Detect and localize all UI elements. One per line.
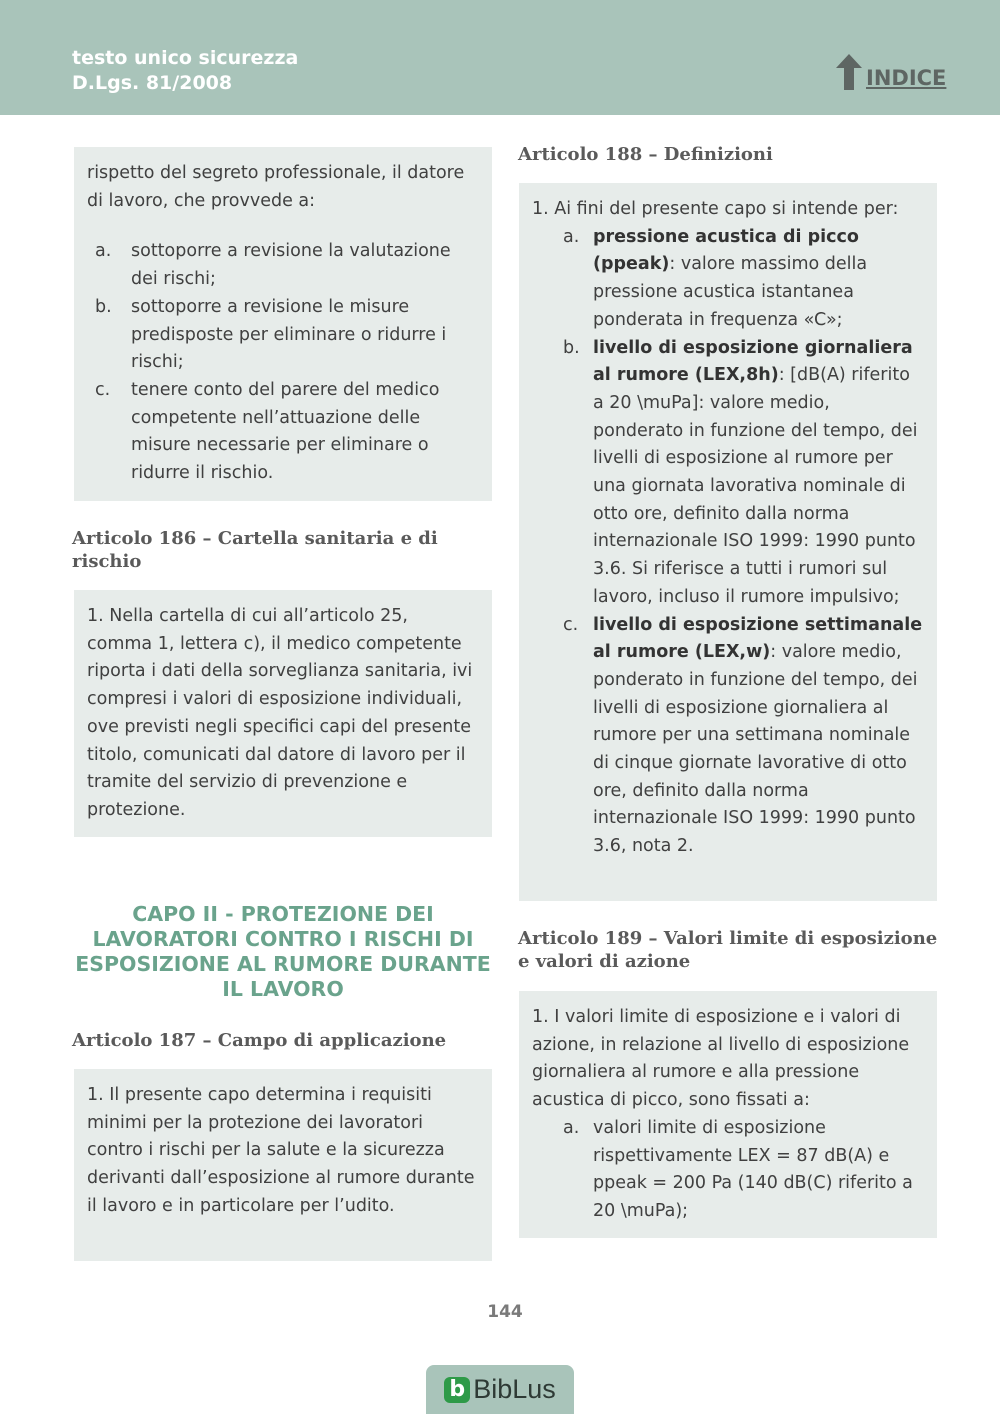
title-line-2: D.Lgs. 81/2008 — [72, 72, 233, 94]
list-item: c. tenere conto del parere del medico competente nell’attuazione delle misure necessarie per eliminare o ridurre il rischio. — [95, 379, 440, 484]
definition-term: livello di esposizione settimanale al rumore (LEX,w) — [593, 614, 923, 663]
list-item: a. pressione acustica di picco (ppeak): valore massimo della pressione acustica istantanea ponderata in frequenza «C»; — [563, 226, 868, 330]
arrow-up-icon — [836, 54, 862, 90]
article-189-box — [519, 991, 937, 1238]
limits-list — [532, 1115, 923, 1226]
article-189-intro: 1. I valori limite di esposizione e i valori di azione, in relazione al livello di esposizione giornaliera al rumore e alla pressione acustica di picco, sono fissati a: — [532, 1007, 910, 1111]
article-186-box — [74, 590, 492, 837]
list — [87, 238, 478, 487]
indice-link[interactable] — [836, 54, 946, 90]
logo-text: BibLus — [473, 1374, 556, 1404]
article-188-intro: 1. Ai fini del presente capo si intende per: — [532, 199, 899, 219]
list-item: b. livello di esposizione giornaliera al rumore (LEX,8h): [dB(A) riferito a 20 \muPa]: valore medio, ponderato in funzione del tempo, dei livelli di esposizione al rumore per una giornata lavorativa nominale di otto ore, definito dalla norma internazionale ISO 1999: 1990 punto 3.6. Si riferisce a tutti i rumori sul lavoro, incluso il rumore impulsivo; — [563, 337, 918, 607]
page-number: 144 — [487, 1302, 523, 1322]
article-187-heading: Articolo 187 – Campo di applicazione — [72, 1030, 447, 1051]
list-item: b. sottoporre a revisione le misure predisposte per eliminare o ridurre i rischi; — [95, 296, 447, 373]
logo-mark: b — [444, 1377, 470, 1403]
list-item: c. livello di esposizione settimanale al rumore (LEX,w): valore medio, ponderato in funzione del tempo, dei livelli di esposizione giornaliera al rumore per una settimana nominale di cinque giornate lavorative di otto ore, definito dalla norma internazionale ISO 1999: 1990 punto 3.6, nota 2. — [563, 614, 923, 857]
article-187-box — [74, 1069, 492, 1261]
article-188-box — [519, 183, 937, 901]
article-185-continuation-box — [74, 147, 492, 501]
article-189-heading: Articolo 189 – Valori limite di esposizione e valori di azione — [518, 928, 938, 972]
article-188-heading: Articolo 188 – Definizioni — [518, 144, 773, 165]
definitions-list — [532, 224, 923, 861]
indice-label: INDICE — [866, 66, 947, 90]
box-intro: rispetto del segreto professionale, il datore di lavoro, che provvede a: — [87, 163, 465, 211]
definition-term: pressione acustica di picco (ppeak) — [593, 226, 859, 275]
article-186-text: 1. Nella cartella di cui all’articolo 25, comma 1, lettera c), il medico competente riporta i dati della sorveglianza sanitaria, ivi compresi i valori di esposizione individuali, ove previsti negli specifici capi del presente titolo, comunicati dal datore di lavoro per il tramite del servizio di prevenzione e protezione. — [87, 606, 473, 820]
title-line-1: testo unico sicurezza — [72, 47, 299, 69]
list-item: a. valori limite di esposizione rispettivamente LEX = 87 dB(A) e ppeak = 200 Pa (140 dB(C) riferito a 20 \muPa); — [563, 1117, 913, 1221]
biblus-logo — [426, 1365, 574, 1414]
article-187-text: 1. Il presente capo determina i requisiti minimi per la protezione dei lavoratori contro i rischi per la salute e la sicurezza derivanti dall’esposizione al rumore durante il lavoro e in particolare per l’udito. — [87, 1085, 475, 1216]
definition-term: livello di esposizione giornaliera al rumore (LEX,8h) — [593, 337, 913, 386]
page-header — [0, 0, 1000, 115]
list-item: a. sottoporre a revisione la valutazione dei rischi; — [95, 241, 451, 290]
capo-heading: CAPO II - PROTEZIONE DEI LAVORATORI CONTRO I RISCHI DI ESPOSIZIONE AL RUMORE DURANTE IL LAVORO — [75, 902, 491, 1001]
document-title — [72, 46, 298, 96]
article-186-heading: Articolo 186 – Cartella sanitaria e di rischio — [72, 528, 438, 572]
